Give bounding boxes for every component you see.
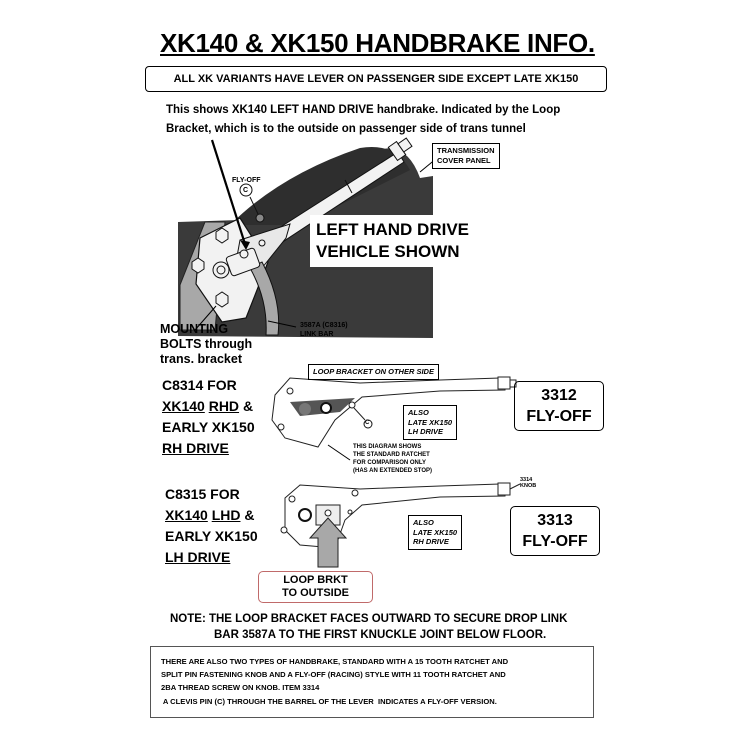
also-late-xk150-rh-box <box>408 515 462 550</box>
c8314-amp: & <box>242 398 254 414</box>
also-line-3: LH DRIVE <box>408 427 444 436</box>
c8314-line-3: EARLY XK150 <box>162 419 255 435</box>
vehicle-label-line-1: LEFT HAND DRIVE <box>316 220 469 239</box>
c8314-line-1: C8314 FOR <box>162 377 237 393</box>
c8315-line-4: LH DRIVE <box>165 549 231 565</box>
intro-line-2: Bracket, which is to the outside on passenger side of trans tunnel <box>166 123 526 135</box>
part-3313-box <box>510 506 600 556</box>
page-title: XK140 & XK150 HANDBRAKE INFO. <box>160 28 595 58</box>
c8314-line-4: RH DRIVE <box>162 440 229 456</box>
mounting-line-1: MOUNTING <box>160 322 229 336</box>
clevis-marker: C <box>243 187 249 194</box>
clevis-marker-2: C <box>365 420 370 426</box>
also-line-2: LATE XK150 <box>408 417 453 427</box>
loop-line-2: TO OUTSIDE <box>281 587 350 599</box>
info-line-2: SPLIT PIN FASTENING KNOB AND A FLY-OFF (RACING) STYLE WITH 11 TOOTH RATCHET AND <box>161 670 506 679</box>
mounting-bolts-label <box>160 322 252 367</box>
ratchet-note-line-2: THE STANDARD RATCHET <box>353 452 430 458</box>
transmission-label-line-1: TRANSMISSION <box>437 146 495 155</box>
transmission-label-line-2: COVER PANEL <box>437 156 491 165</box>
also-late-xk150-lh-box <box>403 405 457 440</box>
loop-bracket-outside-box <box>258 571 373 603</box>
mounting-line-3: trans. bracket <box>160 352 242 366</box>
part-3312-number: 3312 <box>541 387 577 404</box>
info-line-3: 2BA THREAD SCREW ON KNOB. ITEM 3314 <box>161 683 320 692</box>
ratchet-note-line-3: FOR COMPARISON ONLY <box>353 460 427 466</box>
lever-c8315-diagram <box>281 483 520 567</box>
c8315-line-2 <box>165 505 258 526</box>
c8315-line-1: C8315 FOR <box>165 486 240 502</box>
c8314-model: XK140 <box>162 398 205 414</box>
knob-3314-label <box>520 477 536 489</box>
c8314-line-2 <box>162 396 255 417</box>
flyoff-label: FLY-OFF <box>232 177 261 184</box>
part-3313-number: 3313 <box>537 512 573 529</box>
note-line-1: NOTE: THE LOOP BRACKET FACES OUTWARD TO SECURE DROP LINK <box>170 613 568 625</box>
knob-line-1: 3314 <box>520 477 533 483</box>
c8315-drive: LHD <box>211 507 241 523</box>
also-rh-line-2: LATE XK150 <box>413 527 458 537</box>
also-rh-line-3: RH DRIVE <box>413 537 449 546</box>
c8314-description <box>162 375 255 459</box>
also-rh-line-1: ALSO <box>413 518 434 527</box>
loop-bracket-note <box>170 611 590 643</box>
note-line-2: BAR 3587A TO THE FIRST KNUCKLE JOINT BELOW FLOOR. <box>214 629 547 641</box>
vehicle-label-line-2: VEHICLE SHOWN <box>316 242 460 261</box>
link-bar-line-1: 3587A (C8316) <box>300 322 348 329</box>
c8314-drive: RHD <box>208 398 240 414</box>
ratchet-note-line-1: THIS DIAGRAM SHOWS <box>353 444 422 450</box>
ratchet-note <box>353 443 432 475</box>
c8315-description <box>165 484 258 568</box>
info-line-4: A CLEVIS PIN (C) THROUGH THE BARREL OF THE LEVER INDICATES A FLY-OFF VERSION. <box>161 697 497 706</box>
loop-line-1: LOOP BRKT <box>283 574 348 586</box>
c8315-line-3: EARLY XK150 <box>165 528 258 544</box>
part-3312-type: FLY-OFF <box>526 408 592 425</box>
info-line-1: THERE ARE ALSO TWO TYPES OF HANDBRAKE, STANDARD WITH A 15 TOOTH RATCHET AND <box>161 657 509 666</box>
link-bar-line-2: LINK BAR <box>300 331 334 338</box>
c8315-model: XK140 <box>165 507 208 523</box>
part-3313-type: FLY-OFF <box>522 533 588 550</box>
ratchet-note-line-4: (HAS AN EXTENDED STOP) <box>353 468 433 474</box>
intro-line-1: This shows XK140 LEFT HAND DRIVE handbrake. Indicated by the Loop <box>166 104 561 116</box>
handbrake-types-info-box <box>150 646 594 718</box>
c8315-amp: & <box>244 507 255 523</box>
link-bar-label <box>300 321 348 339</box>
also-line-1: ALSO <box>408 408 429 417</box>
mounting-line-2: BOLTS through <box>160 337 253 351</box>
part-3312-box <box>514 381 604 431</box>
lhd-vehicle-label <box>310 215 475 267</box>
knob-line-2: KNOB <box>520 483 537 489</box>
loop-other-side-label: LOOP BRACKET ON OTHER SIDE <box>308 364 439 380</box>
transmission-cover-label <box>432 143 500 169</box>
variants-banner: ALL XK VARIANTS HAVE LEVER ON PASSENGER SIDE EXCEPT LATE XK150 <box>145 66 607 92</box>
